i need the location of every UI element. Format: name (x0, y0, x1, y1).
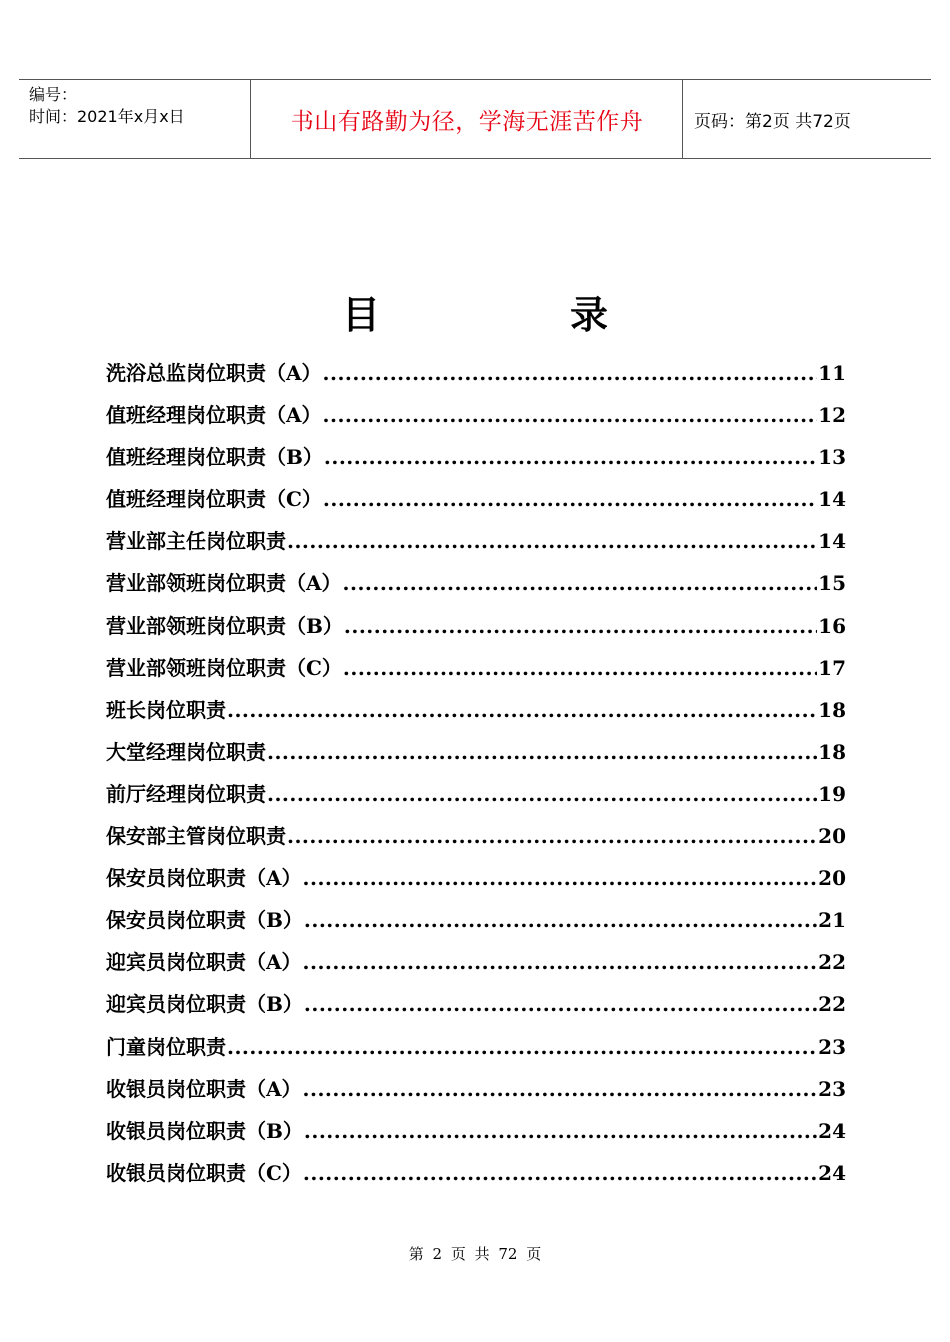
toc-entry-title: 值班经理岗位职责（B） (106, 445, 323, 470)
toc-entry-page-number: 20 (818, 866, 846, 891)
toc-entry-page-number: 14 (818, 529, 846, 554)
toc-leader-dots (303, 1152, 817, 1194)
toc-entry-title: 大堂经理岗位职责 (106, 739, 266, 764)
toc-leader-dots (343, 562, 818, 604)
toc-entry-page-number: 11 (818, 361, 846, 385)
date-label: 时间：2021年x月x日 (29, 107, 185, 126)
toc-entry[interactable] (106, 983, 846, 1025)
toc-entry[interactable] (106, 1110, 846, 1152)
header-meta (29, 84, 254, 128)
toc-entry-page-number: 15 (818, 571, 846, 596)
header-page-info: 页码：第2页 共72页 (694, 111, 851, 132)
toc-entry[interactable] (106, 647, 846, 689)
toc-entry-page-number: 13 (818, 445, 846, 470)
toc-leader-dots (303, 941, 818, 983)
toc-entry-page-number: 14 (818, 487, 846, 512)
page-title (0, 284, 950, 339)
toc-entry[interactable] (106, 857, 846, 899)
toc-entry-title: 值班经理岗位职责（C） (106, 487, 322, 512)
toc-leader-dots (304, 983, 817, 1025)
toc-leader-dots (343, 647, 817, 689)
toc-entry-page-number: 23 (818, 1034, 846, 1059)
toc-entry[interactable] (106, 605, 846, 647)
toc-entry[interactable] (106, 1026, 846, 1068)
title-char-1: 目 (341, 292, 380, 337)
toc-entry-page-number: 24 (818, 1160, 846, 1185)
toc-entry-title: 迎宾员岗位职责（A） (106, 950, 302, 975)
toc-leader-dots (287, 520, 817, 562)
toc-entry-page-number: 22 (818, 992, 846, 1017)
toc-entry[interactable] (106, 899, 846, 941)
toc-entry-title: 营业部领班岗位职责（C） (106, 655, 342, 680)
toc-entry-page-number: 16 (818, 613, 846, 638)
toc-entry[interactable] (106, 520, 846, 562)
page-footer: 第 2 页 共 72 页 (408, 1245, 542, 1263)
toc-entry-page-number: 18 (818, 739, 846, 764)
toc-entry-title: 迎宾员岗位职责（B） (106, 992, 303, 1017)
toc-entry[interactable] (106, 731, 846, 773)
table-of-contents (106, 352, 846, 1194)
toc-entry-page-number: 17 (818, 655, 846, 680)
toc-entry[interactable] (106, 394, 846, 436)
toc-entry-title: 保安员岗位职责（B） (106, 908, 303, 933)
toc-entry[interactable] (106, 941, 846, 983)
toc-entry-page-number: 22 (818, 950, 846, 975)
toc-entry-page-number: 23 (818, 1076, 846, 1101)
toc-entry[interactable] (106, 436, 846, 478)
toc-leader-dots (287, 815, 817, 857)
toc-entry-title: 营业部主任岗位职责 (106, 529, 286, 554)
toc-leader-dots (303, 857, 818, 899)
toc-entry[interactable] (106, 815, 846, 857)
title-char-2: 录 (570, 292, 609, 337)
toc-leader-dots (304, 899, 817, 941)
header-divider (682, 80, 683, 158)
toc-entry-title: 门童岗位职责 (106, 1034, 226, 1059)
toc-entry-title: 保安员岗位职责（A） (106, 866, 302, 891)
toc-entry-title: 营业部领班岗位职责（B） (106, 613, 343, 638)
toc-leader-dots (267, 731, 817, 773)
toc-entry[interactable] (106, 1152, 846, 1194)
header-motto: 书山有路勤为径，学海无涯苦作舟 (290, 108, 644, 135)
toc-leader-dots (324, 436, 817, 478)
toc-entry-page-number: 19 (818, 781, 846, 806)
toc-entry-page-number: 24 (818, 1118, 846, 1143)
serial-number-label: 编号： (29, 85, 78, 104)
document-header (19, 79, 931, 159)
toc-entry-title: 收银员岗位职责（C） (106, 1160, 302, 1185)
toc-entry-title: 收银员岗位职责（A） (106, 1076, 302, 1101)
toc-entry-page-number: 12 (818, 403, 846, 428)
header-divider (250, 80, 251, 158)
toc-leader-dots (323, 394, 818, 436)
toc-entry[interactable] (106, 562, 846, 604)
toc-entry-title: 营业部领班岗位职责（A） (106, 571, 342, 596)
toc-entry-title: 洗浴总监岗位职责（A） (106, 361, 322, 385)
toc-entry[interactable] (106, 478, 846, 520)
toc-leader-dots (267, 773, 817, 815)
toc-leader-dots (227, 689, 817, 731)
toc-leader-dots (323, 352, 818, 394)
toc-entry[interactable] (106, 352, 846, 394)
toc-leader-dots (303, 1068, 818, 1110)
toc-leader-dots (344, 605, 817, 647)
toc-leader-dots (304, 1110, 817, 1152)
toc-entry-title: 收银员岗位职责（B） (106, 1118, 303, 1143)
toc-entry-page-number: 18 (818, 697, 846, 722)
toc-entry-title: 值班经理岗位职责（A） (106, 403, 322, 428)
toc-entry-title: 保安部主管岗位职责 (106, 824, 286, 849)
toc-entry[interactable] (106, 1068, 846, 1110)
toc-entry-page-number: 20 (818, 824, 846, 849)
toc-entry[interactable] (106, 689, 846, 731)
toc-entry-page-number: 21 (818, 908, 846, 933)
toc-entry-title: 班长岗位职责 (106, 697, 226, 722)
toc-leader-dots (323, 478, 817, 520)
toc-leader-dots (227, 1026, 817, 1068)
toc-entry[interactable] (106, 773, 846, 815)
toc-entry-title: 前厅经理岗位职责 (106, 781, 266, 806)
